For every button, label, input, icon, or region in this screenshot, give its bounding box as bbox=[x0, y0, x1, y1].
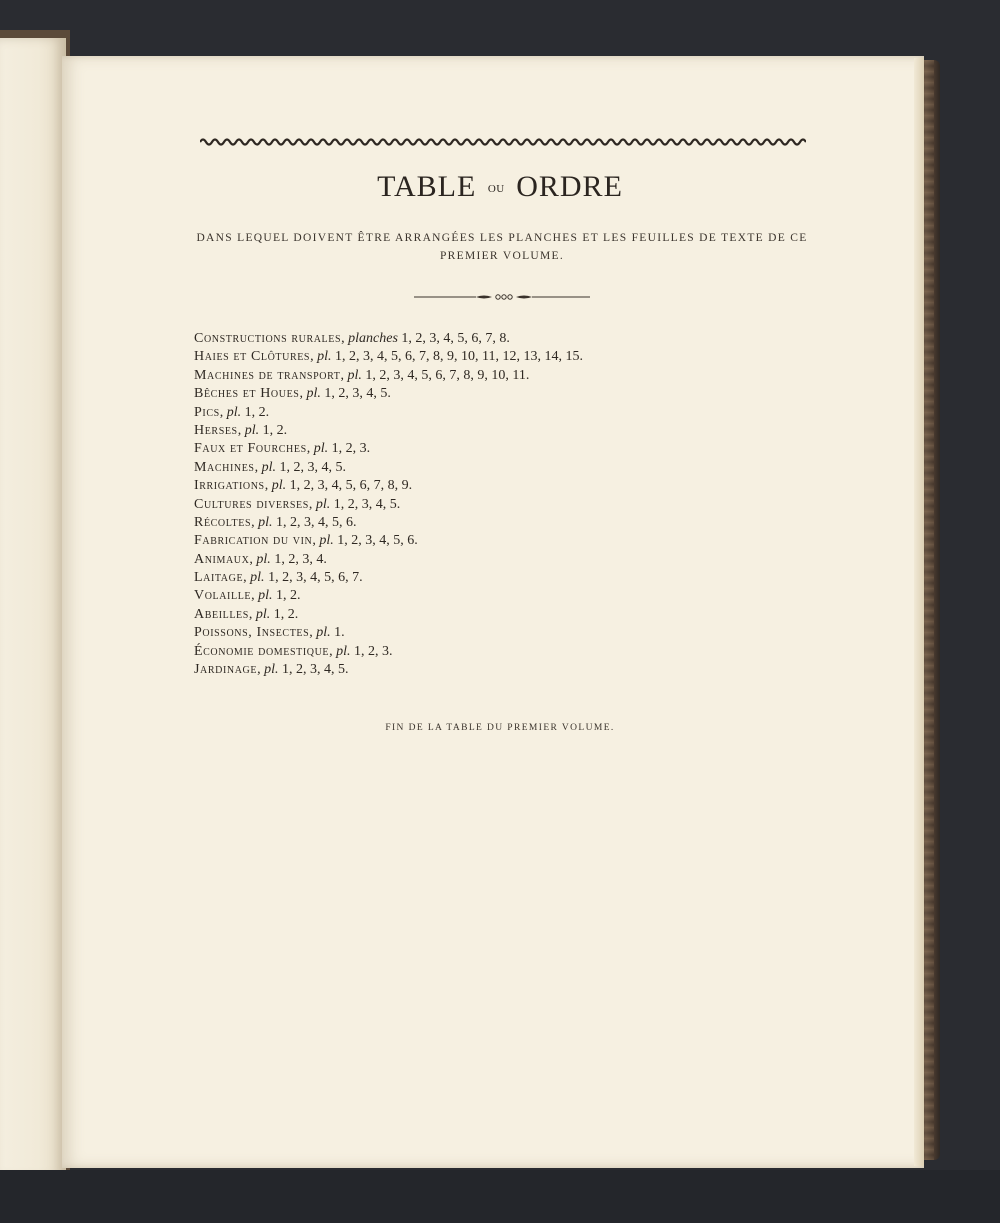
list-item bbox=[194, 496, 714, 514]
list-item bbox=[194, 532, 714, 550]
entry-plates-label: pl. bbox=[317, 349, 332, 365]
list-item bbox=[194, 385, 714, 403]
entry-name: Volaille bbox=[194, 588, 252, 604]
divider-ornament bbox=[414, 292, 590, 302]
entry-name: Laitage bbox=[194, 570, 244, 586]
scanner-background bbox=[0, 1170, 1000, 1223]
wavy-rule-ornament bbox=[200, 136, 806, 148]
entry-plate-numbers: 1. bbox=[330, 625, 345, 641]
entry-separator: , bbox=[329, 643, 337, 659]
entry-plates-label: pl. bbox=[256, 551, 271, 567]
list-item bbox=[194, 606, 714, 624]
entry-plates-label: pl. bbox=[255, 606, 271, 622]
entry-separator: , bbox=[251, 588, 259, 604]
entry-name: Jardinage bbox=[194, 662, 258, 678]
entry-name: Faux et Fourches bbox=[194, 441, 307, 457]
entry-separator: , bbox=[249, 551, 257, 567]
entry-separator: , bbox=[254, 459, 262, 475]
entry-separator: , bbox=[257, 662, 265, 678]
list-item bbox=[194, 422, 714, 440]
entry-plates-label: pl. bbox=[226, 404, 242, 420]
entry-name: Machines bbox=[194, 459, 255, 475]
entry-plates-label: pl. bbox=[319, 533, 334, 549]
entry-separator: , bbox=[310, 349, 318, 365]
entry-plate-numbers: 1, 2, 3, 4, 5, 6, 7, 8, 9, 10, 11, 12, 13, 14, 15. bbox=[331, 349, 583, 365]
entry-plates-label: pl. bbox=[244, 422, 260, 438]
entry-plates-label: pl. bbox=[336, 643, 351, 659]
entry-plate-numbers: 1, 2, 3, 4, 5, 6, 7, 8. bbox=[397, 331, 510, 346]
entry-name: Économie domestique bbox=[194, 643, 330, 659]
entry-name: Herses bbox=[194, 422, 238, 438]
entry-plates-label: pl. bbox=[250, 570, 265, 586]
entry-separator: , bbox=[306, 441, 314, 457]
table-of-plates-list bbox=[194, 330, 714, 679]
entry-name: Poissons, Insectes bbox=[194, 625, 310, 641]
list-item bbox=[194, 477, 714, 495]
entry-separator: , bbox=[248, 606, 256, 622]
end-of-table-note: FIN DE LA TABLE DU PREMIER VOLUME. bbox=[385, 723, 615, 733]
entry-plates-label: pl. bbox=[316, 625, 331, 641]
list-item bbox=[194, 551, 714, 569]
list-item bbox=[194, 624, 714, 642]
page-title bbox=[0, 170, 1000, 204]
entry-plate-numbers: 1, 2, 3, 4. bbox=[270, 551, 327, 567]
entry-separator: , bbox=[237, 422, 245, 438]
page-fore-edge bbox=[914, 58, 924, 1166]
page-subtitle: DANS LEQUEL DOIVENT ÊTRE ARRANGÉES LES PLANCHES ET LES FEUILLES DE TEXTE DE CE PREMIER VOLUME. bbox=[196, 232, 808, 262]
entry-plates-label: pl. bbox=[313, 441, 329, 457]
right-cover-texture bbox=[924, 60, 934, 1160]
entry-separator: , bbox=[299, 386, 307, 402]
entry-name: Constructions rurales bbox=[194, 331, 342, 346]
entry-plate-numbers: 1, 2, 3, 4, 5, 6. bbox=[333, 533, 418, 549]
entry-name: Bêches et Houes bbox=[194, 386, 300, 402]
entry-separator: , bbox=[308, 496, 316, 512]
entry-plate-numbers: 1, 2, 3, 4, 5, 6, 7. bbox=[264, 570, 363, 586]
list-item bbox=[194, 440, 714, 458]
entry-name: Récoltes bbox=[194, 514, 252, 530]
entry-plates-label: pl. bbox=[315, 496, 331, 512]
entry-name: Abeilles bbox=[194, 606, 249, 622]
list-item bbox=[194, 569, 714, 587]
entry-name: Haies et Clôtures bbox=[194, 349, 311, 365]
entry-plate-numbers: 1, 2, 3. bbox=[328, 441, 371, 457]
list-item bbox=[194, 643, 714, 661]
list-item bbox=[194, 348, 714, 366]
entry-name: Irrigations bbox=[194, 478, 265, 494]
entry-plate-numbers: 1, 2, 3, 4, 5. bbox=[320, 386, 391, 402]
entry-separator: , bbox=[340, 367, 348, 383]
entry-plate-numbers: 1, 2, 3. bbox=[350, 643, 393, 659]
entry-plates-label: pl. bbox=[258, 514, 273, 530]
entry-name: Fabrication du vin bbox=[194, 533, 313, 549]
entry-plates-label: pl. bbox=[264, 662, 279, 678]
entry-plate-numbers: 1, 2, 3, 4, 5. bbox=[278, 662, 349, 678]
entry-separator: , bbox=[341, 331, 349, 346]
entry-name: Animaux bbox=[194, 551, 250, 567]
entry-plates-label: pl. bbox=[258, 588, 273, 604]
entry-plate-numbers: 1, 2. bbox=[272, 588, 301, 604]
entry-name: Pics bbox=[194, 404, 220, 420]
entry-plate-numbers: 1, 2. bbox=[241, 404, 270, 420]
title-connector: ou bbox=[487, 179, 505, 196]
list-item bbox=[194, 330, 714, 348]
entry-separator: , bbox=[264, 478, 272, 494]
list-item bbox=[194, 404, 714, 422]
list-item bbox=[194, 514, 714, 532]
entry-separator: , bbox=[312, 533, 320, 549]
entry-separator: , bbox=[309, 625, 317, 641]
entry-name: Cultures diverses bbox=[194, 496, 309, 512]
entry-name: Machines de transport bbox=[194, 367, 341, 383]
list-item bbox=[194, 459, 714, 477]
entry-plate-numbers: 1, 2. bbox=[270, 606, 299, 622]
list-item bbox=[194, 587, 714, 605]
left-page-edge bbox=[0, 38, 66, 1178]
list-item bbox=[194, 367, 714, 385]
entry-plate-numbers: 1, 2, 3, 4, 5, 6. bbox=[272, 514, 357, 530]
entry-separator: , bbox=[251, 514, 259, 530]
entry-plates-label: pl. bbox=[271, 478, 287, 494]
entry-plates-label: planches bbox=[348, 331, 398, 346]
entry-separator: , bbox=[243, 570, 251, 586]
entry-plates-label: pl. bbox=[347, 367, 362, 383]
title-word-ordre: ORDRE bbox=[516, 170, 623, 203]
entry-separator: , bbox=[219, 404, 227, 420]
entry-plate-numbers: 1, 2, 3, 4, 5. bbox=[275, 459, 346, 475]
entry-plates-label: pl. bbox=[261, 459, 276, 475]
entry-plate-numbers: 1, 2. bbox=[259, 422, 288, 438]
entry-plate-numbers: 1, 2, 3, 4, 5, 6, 7, 8, 9, 10, 11. bbox=[361, 367, 530, 383]
list-item bbox=[194, 661, 714, 679]
entry-plates-label: pl. bbox=[306, 386, 321, 402]
entry-plate-numbers: 1, 2, 3, 4, 5, 6, 7, 8, 9. bbox=[286, 478, 413, 494]
title-word-table: TABLE bbox=[377, 170, 477, 203]
entry-plate-numbers: 1, 2, 3, 4, 5. bbox=[330, 496, 401, 512]
